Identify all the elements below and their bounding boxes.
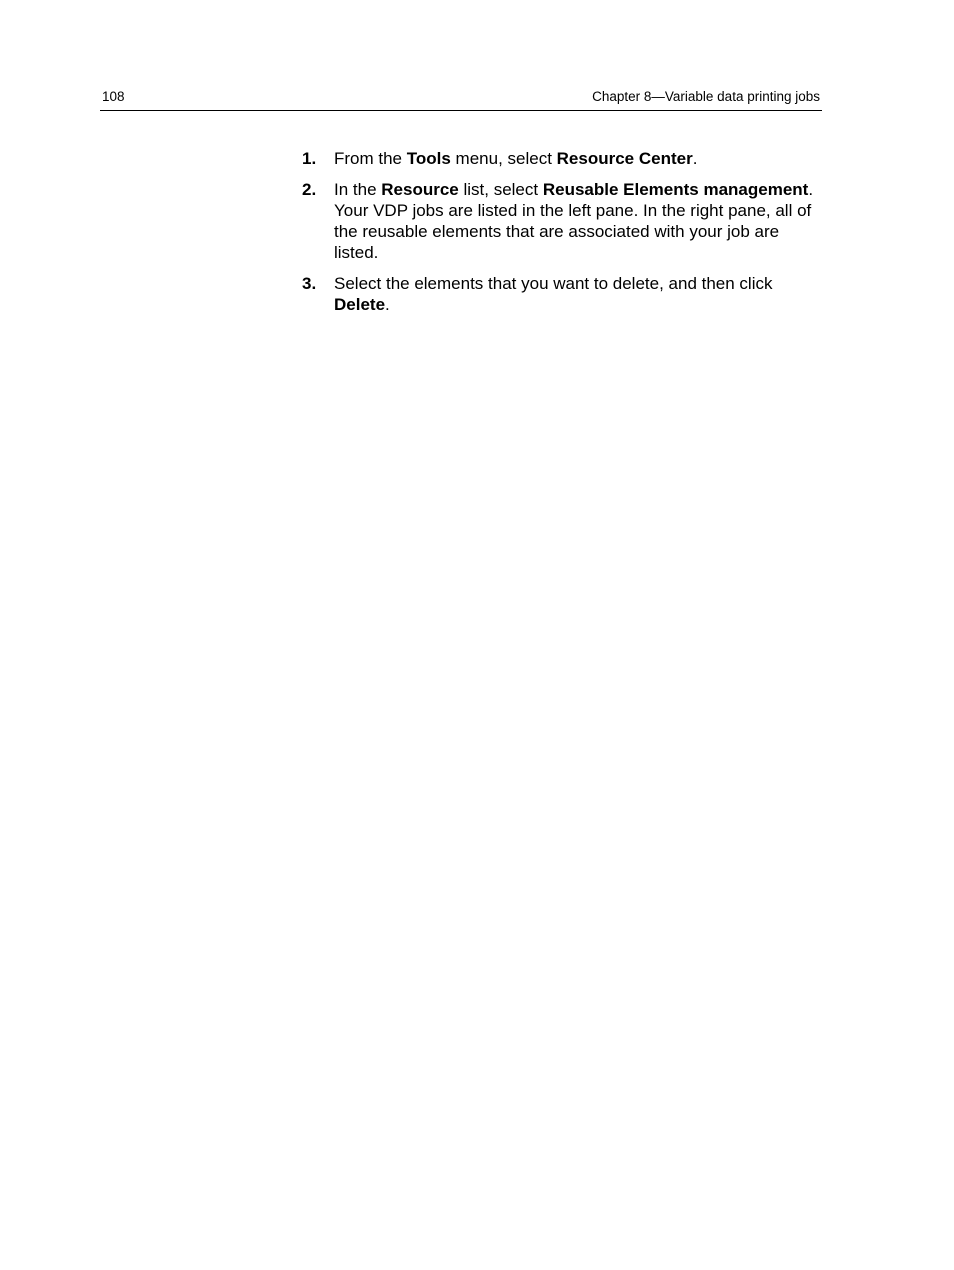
- page-number: 108: [102, 89, 125, 104]
- step-text-run: .: [692, 149, 698, 168]
- menu-item-name: Resource Center: [556, 149, 693, 168]
- list-name: Resource: [381, 180, 459, 199]
- procedure-steps: [302, 148, 822, 325]
- page-header: [100, 88, 822, 111]
- step-text: [334, 273, 822, 315]
- step-text-run: menu, select: [450, 149, 557, 168]
- step-note: Your VDP jobs are listed in the left pane. In the right pane, all of the reusable elements that are associated with your job are listed.: [334, 201, 812, 262]
- step-text-run: From the: [334, 149, 407, 168]
- step-number: 2.: [302, 180, 317, 199]
- step-3: [302, 273, 822, 315]
- step-text: [334, 148, 822, 169]
- step-text-run: .: [385, 295, 390, 314]
- step-text-run: .: [808, 180, 814, 199]
- button-name: Delete: [334, 295, 386, 314]
- menu-name: Tools: [406, 149, 451, 168]
- step-text-run: Select the elements that you want to delete, and then click: [334, 274, 773, 293]
- step-2: [302, 179, 822, 263]
- step-1: [302, 148, 822, 169]
- step-text-run: list, select: [458, 180, 543, 199]
- step-text: [334, 179, 822, 200]
- step-text-run: In the: [334, 180, 382, 199]
- step-number: 3.: [302, 274, 317, 293]
- step-number: 1.: [302, 149, 317, 168]
- list-item-name: Reusable Elements management: [542, 180, 809, 199]
- running-head: Chapter 8—Variable data printing jobs: [592, 89, 820, 104]
